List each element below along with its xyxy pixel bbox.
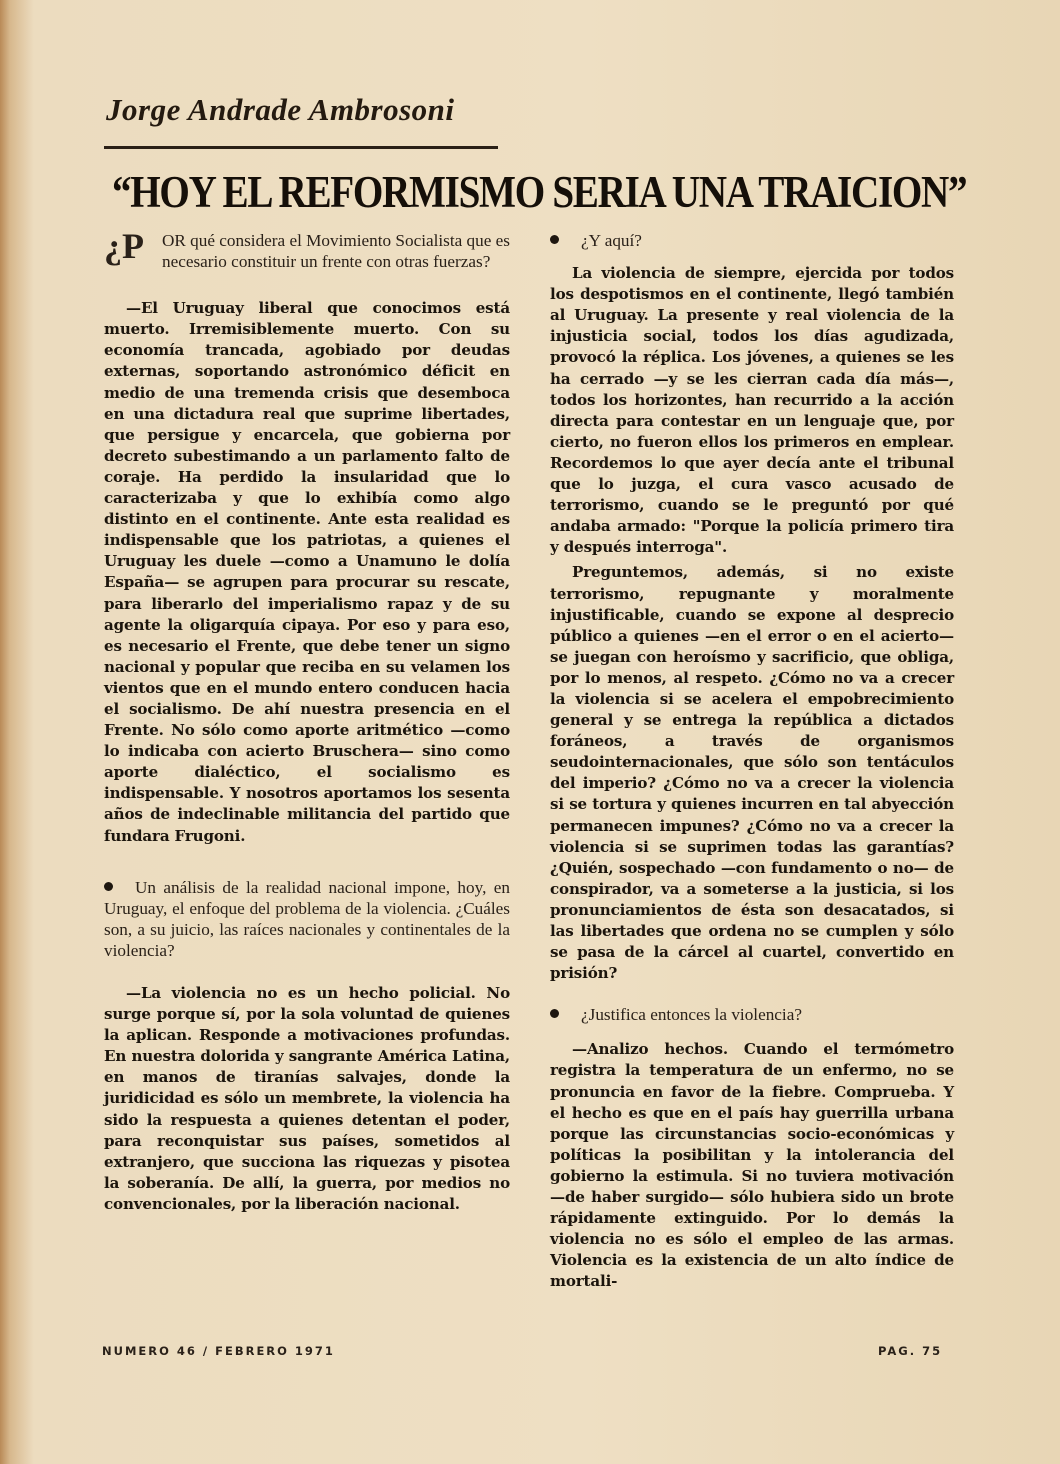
question-3-text: ¿Y aquí? [581, 231, 642, 250]
answer-1-text: —El Uruguay liberal que conocimos está muerto. Irremisiblemente muerto. Con su economía trancada, agobiado por deudas externas, soportando astronómico déficit en medio de una tremenda crisis que desemboca en una dictadura real que suprime libertades, que persigue y encarcela, que gobierna por decreto subestimando a un parlamento falto de coraje. Ha perdido la insularidad que lo caracterizaba y que lo exhibía como algo distinto en el continente. Ante esta realidad es indispensable que los patriotas, a quienes el Uruguay les duele —como a Unamuno le dolía España— se agrupen para procurar su rescate, para liberarlo del imperialismo rapaz y de su agente la oligarquía cipaya. Por eso y para eso, es necesario el Frente, que debe tener un signo nacional y popular que reciba en su velamen los vientos que en el mundo entero conducen hacia el socialismo. De ahí nuestra presencia en el Frente. No sólo como aporte aritmético —como lo indicaba con acierto Bruschera— sino como aporte dialéctico, el socialismo es indispensable. Y nosotros aportamos los sesenta años de indeclinable militancia del partido que fundara Frugoni. [104, 299, 510, 845]
right-column [550, 230, 954, 1307]
answer-3-paragraph-1: La violencia de siempre, ejercida por todos los despotismos en el continente, llegó también al Uruguay. La presente y real violencia de la injusticia social, todos los días agudizada, provocó la réplica. Los jóvenes, a quienes se les ha cerrado —y se les cierran cada día más—, todos los horizontes, han recurrido a la acción directa para contestar en un lenguaje que, por cierto, no fueron ellos los primeros en emplear. Recordemos lo que ayer decía ante el tribunal que lo juzga, el cura vasco acusado de terrorismo, cuando se le preguntó por qué andaba armado: "Porque la policía primero tira y después interroga". [550, 264, 954, 557]
bullet-icon [550, 235, 559, 244]
question-4 [550, 1004, 954, 1025]
answer-3 [550, 263, 954, 984]
answer-4 [550, 1039, 954, 1292]
answer-2 [104, 983, 510, 1215]
bullet-icon [550, 1009, 559, 1018]
answer-4-text: —Analizo hechos. Cuando el termómetro registra la temperatura de un enfermo, no se pronuncia en favor de la fiebre. Comprueba. Y el hecho es que en el país hay guerrilla urbana porque las circunstancias socio-económicas y políticas la posibilitan y la intolerancia del gobierno la estimula. Si no tuviera motivación —de haber surgido— sólo hubiera sido un brote rápidamente extinguido. Por lo demás la violencia no es sólo el empleo de las armas. Violencia es la existencia de un alto índice de mortali- [550, 1040, 954, 1291]
bullet-icon [104, 882, 113, 891]
issue-footer: NUMERO 46 / FEBRERO 1971 [102, 1344, 335, 1358]
author-rule [104, 146, 498, 149]
question-1-text: OR qué considera el Movimiento Socialista que es necesario constituir un frente con otras fuerzas? [162, 231, 510, 272]
answer-2-text: —La violencia no es un hecho policial. No surge porque sí, por la sola voluntad de quienes la aplican. Responde a motivaciones profundas. En nuestra dolorida y sangrante América Latina, en manos de tiranías salvajes, donde la juridicidad es sólo un membrete, la violencia ha sido la respuesta a quienes detentan el poder, para reconquistar sus países, sometidos al extranjero, que succiona las riquezas y pisotea la soberanía. De allí, la guerra, por medios no convencionales, por la liberación nacional. [104, 984, 510, 1213]
question-2-text: Un análisis de la realidad nacional impone, hoy, en Uruguay, el enfoque del problema de la violencia. ¿Cuáles son, a su juicio, las raíces nacionales y continentales de la violencia? [104, 877, 510, 960]
author-name: Jorge Andrade Ambrosoni [106, 92, 455, 127]
headline: “HOY EL REFORMISMO SERIA UNA TRAICION” [112, 167, 967, 217]
page-number: PAG. 75 [878, 1344, 943, 1358]
question-2 [104, 877, 510, 961]
left-column [104, 226, 510, 1229]
question-3 [550, 230, 954, 251]
question-1 [104, 226, 510, 272]
answer-3-paragraph-2: Preguntemos, además, si no existe terrorismo, repugnante y moralmente injustificable, cuando se expone al desprecio público a quienes —en el error o en el acierto— se juegan con heroísmo y sacrificio, que obliga, por lo menos, al respeto. ¿Cómo no va a crecer la violencia si se acelera el empobrecimiento general y se entrega la república a dictados foráneos, a través de organismos seudointernacionales, que sólo son tentáculos del imperio? ¿Cómo no va a crecer la violencia si se tortura y quienes incurren en tal abyección permanecen impunes? ¿Cómo no va a crecer la violencia si se suprimen todas las garantías? ¿Quién, sospechado —con fundamento o no— de conspirador, va a someterse a la justicia, si los pronunciamientos de ésta son desacatados, si las libertades que ordena no se cumplen y sólo se pasa de la cárcel al cuartel, convertido en prisión? [550, 563, 954, 983]
answer-1 [104, 298, 510, 846]
drop-cap: ¿P [104, 226, 144, 266]
question-4-text: ¿Justifica entonces la violencia? [581, 1005, 802, 1025]
